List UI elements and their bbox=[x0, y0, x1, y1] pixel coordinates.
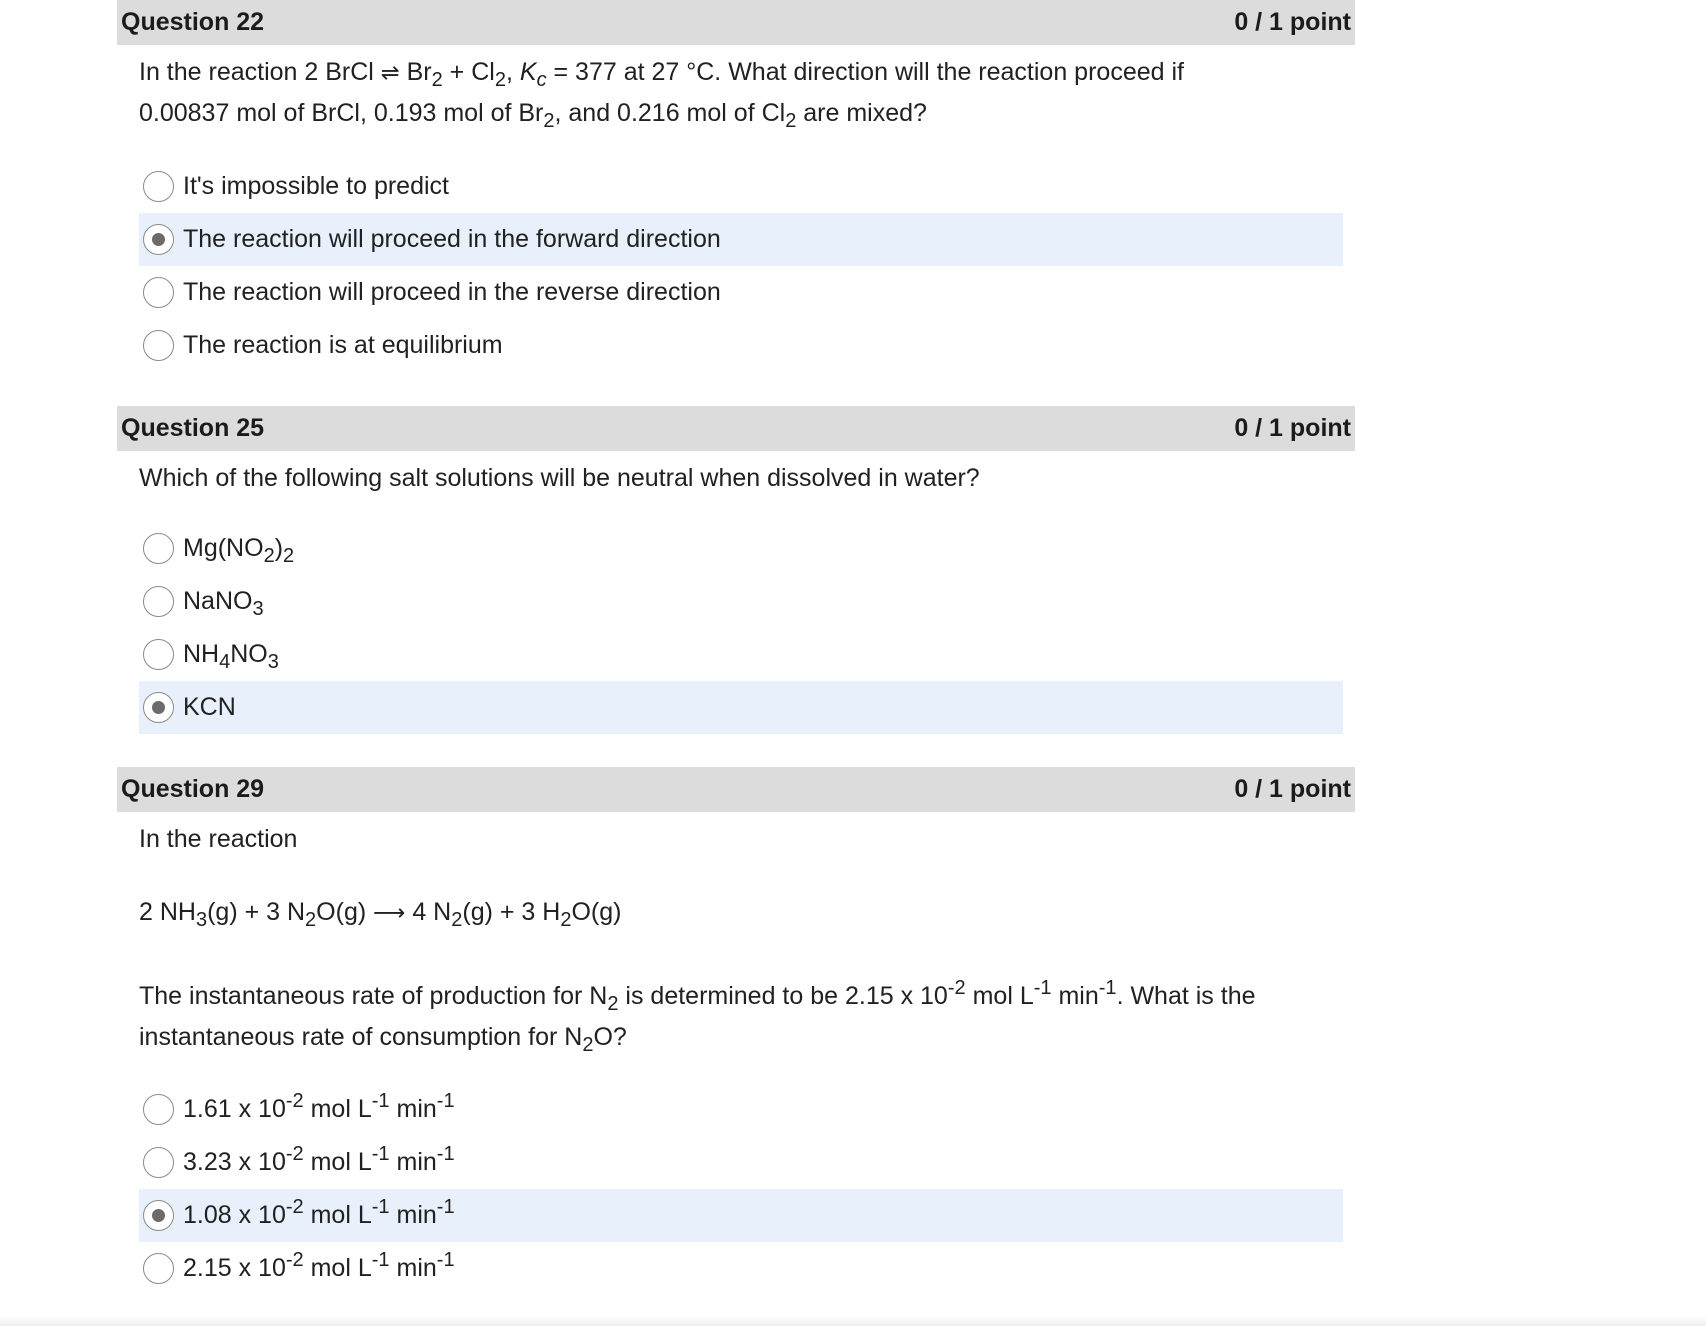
radio-button[interactable] bbox=[143, 533, 174, 564]
question-score: 0 / 1 point bbox=[1234, 414, 1351, 442]
question-title: Question 29 bbox=[121, 775, 265, 803]
bottom-edge bbox=[0, 1316, 1706, 1326]
radio-button[interactable] bbox=[143, 692, 174, 723]
question-header bbox=[117, 0, 1355, 45]
question-intro: In the reaction bbox=[139, 825, 298, 853]
radio-button[interactable] bbox=[143, 171, 174, 202]
answer-option[interactable] bbox=[139, 522, 1343, 575]
option-label: 1.08 x $10^{-2}$ mol $L^{-1}$ $\min^{-1}$ bbox=[183, 1196, 455, 1229]
radio-button[interactable] bbox=[143, 1253, 174, 1284]
answer-option[interactable] bbox=[139, 160, 1343, 213]
answer-option[interactable] bbox=[139, 628, 1343, 681]
question-body bbox=[117, 819, 1355, 1295]
radio-button[interactable] bbox=[143, 1147, 174, 1178]
option-label: The reaction will proceed in the reverse direction bbox=[183, 278, 721, 306]
question-text: The instantaneous rate of production for $N_2$ is determined to be 2.15 x $10^{-2}$ mol $L^{-1}$ $\min^{-1}$. What is the instantaneous rate of consumption for $N_2O$? bbox=[139, 977, 1256, 1056]
answer-option[interactable] bbox=[139, 1242, 1343, 1295]
question-score: 0 / 1 point bbox=[1234, 775, 1351, 803]
question-title: Question 22 bbox=[121, 8, 265, 36]
answer-option[interactable] bbox=[139, 1189, 1343, 1242]
question-25 bbox=[117, 406, 1355, 734]
question-text: Which of the following salt solutions will be neutral when dissolved in water? bbox=[139, 464, 980, 492]
answer-options bbox=[139, 522, 1343, 734]
option-label: NaNO$_3$ bbox=[183, 587, 264, 620]
question-29 bbox=[117, 767, 1355, 1295]
radio-button[interactable] bbox=[143, 586, 174, 617]
answer-option[interactable] bbox=[139, 1083, 1343, 1136]
answer-option[interactable] bbox=[139, 319, 1343, 372]
reaction-arrow-icon: ⟶ bbox=[373, 900, 406, 925]
option-label: It's impossible to predict bbox=[183, 172, 449, 200]
option-label: 2.15 x $10^{-2}$ mol $L^{-1}$ $\min^{-1}$ bbox=[183, 1249, 455, 1282]
answer-option[interactable] bbox=[139, 213, 1343, 266]
question-body bbox=[117, 458, 1355, 734]
radio-button[interactable] bbox=[143, 1094, 174, 1125]
question-header bbox=[117, 767, 1355, 812]
radio-button[interactable] bbox=[143, 639, 174, 670]
radio-button[interactable] bbox=[143, 330, 174, 361]
equilibrium-arrow-icon: ⇌ bbox=[380, 60, 400, 85]
question-header bbox=[117, 406, 1355, 451]
answer-options bbox=[139, 160, 1343, 372]
option-label: 1.61 x $10^{-2}$ mol $L^{-1}$ $\min^{-1}$ bbox=[183, 1090, 455, 1123]
answer-options bbox=[139, 1083, 1343, 1295]
question-body bbox=[117, 52, 1355, 372]
option-label: KCN bbox=[183, 693, 236, 721]
option-label: $Mg(NO_2)_2$ bbox=[183, 534, 295, 567]
option-label: The reaction is at equilibrium bbox=[183, 331, 503, 359]
question-title: Question 25 bbox=[121, 414, 265, 442]
option-label: $NH_4NO_3$ bbox=[183, 640, 279, 673]
answer-option[interactable] bbox=[139, 575, 1343, 628]
answer-option[interactable] bbox=[139, 1136, 1343, 1189]
reaction-equation: 2 $NH_3(g) + 3$ $N_2O(g)$ ⟶ 4 $N_2(g) + 3$ $H_2O(g)$ bbox=[139, 898, 622, 931]
option-label: 3.23 x $10^{-2}$ mol $L^{-1}$ $\min^{-1}$ bbox=[183, 1143, 455, 1176]
question-22 bbox=[117, 0, 1355, 372]
question-score: 0 / 1 point bbox=[1234, 8, 1351, 36]
answer-option[interactable] bbox=[139, 266, 1343, 319]
answer-option[interactable] bbox=[139, 681, 1343, 734]
radio-button[interactable] bbox=[143, 277, 174, 308]
radio-button[interactable] bbox=[143, 1200, 174, 1231]
option-label: The reaction will proceed in the forward direction bbox=[183, 225, 721, 253]
question-text: In the reaction 2 BrCl ⇌ $Br_2 + Cl_2$, $K_c = 377$ at 27 °C. What direction will the reaction proceed if 0.00837 mol of BrCl, 0.193 mol of $Br_2$, and 0.216 mol of $Cl_2$ are mixed? bbox=[139, 58, 1184, 132]
radio-button[interactable] bbox=[143, 224, 174, 255]
